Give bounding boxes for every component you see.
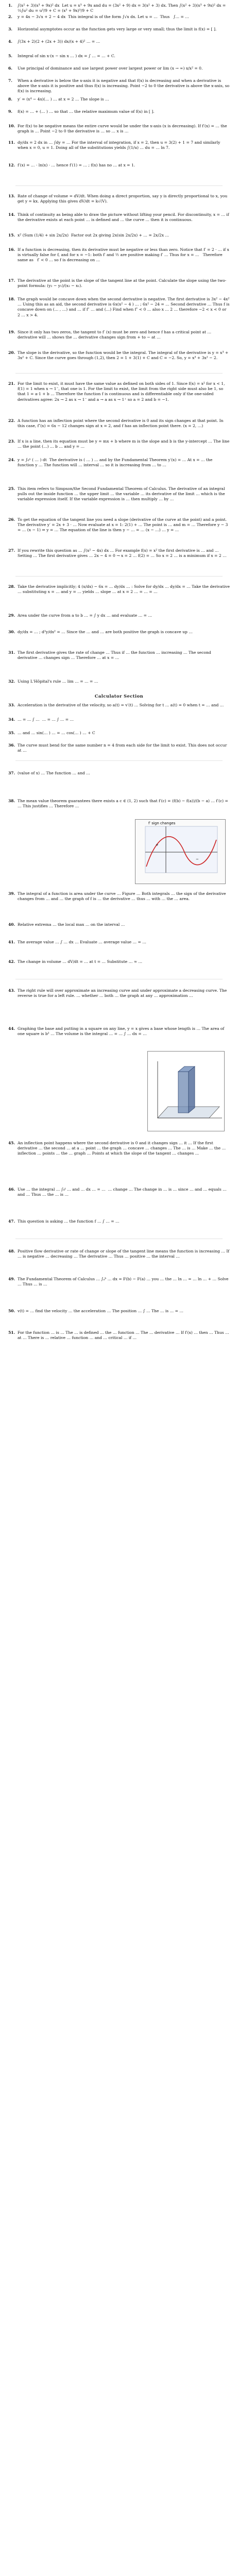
answer-item <box>8 486 230 502</box>
item-number: 41. <box>8 940 15 944</box>
item-number: 44. <box>8 1026 15 1031</box>
answer-item <box>8 140 230 150</box>
item-number: 38. <box>8 799 15 803</box>
item-number: 24. <box>8 457 15 462</box>
item-number: 17. <box>8 278 15 283</box>
answer-item <box>8 1026 230 1037</box>
item-text: ∫(x² + 3)(x³ + 9x)² dx Let u = x³ + 9x and du = (3x² + 9) dx = 3(x² + 3) dx. Then ∫(x² + 3)(x³ + 9x)² dx = ⅓∫u² du = u³/9 + C = (x³ + 9x)³/9 + C <box>18 3 227 13</box>
item-number: 16. <box>8 247 15 252</box>
sign-chart-figure <box>135 819 226 884</box>
item-text: The change in volume … dV/dt = … at t = … Substitute … ≈ … <box>18 959 143 964</box>
answer-item <box>8 233 230 238</box>
divider <box>15 185 223 186</box>
answer-item <box>8 78 230 94</box>
item-text: Use principal of dominance and use largest power over largest power or lim (x → ∞) x/x² = 0. <box>18 66 203 71</box>
answer-item <box>8 650 230 660</box>
item-text: … = … ∫ … … = … ∫ … = … <box>18 717 74 722</box>
answer-item <box>8 731 230 736</box>
answer-item <box>8 548 230 558</box>
item-number: 33. <box>8 703 15 707</box>
item-number: 48. <box>8 1249 15 1253</box>
item-text: When a derivative is below the x-axis it is negative and that f(x) is decreasing and when a derivative is above the x-axis it is positive and thus f(x) is increasing. Point −2 to 0 the derivative is above the x-axis, so f(x) is increasing. <box>18 78 231 94</box>
answer-item <box>8 39 230 44</box>
item-text: The average value … ∫ … dx … Evaluate … average value … = … <box>18 940 146 944</box>
answer-item <box>8 959 230 964</box>
item-number: 22. <box>8 418 15 423</box>
cross-section-side <box>189 1066 195 1113</box>
item-number: 10. <box>8 124 15 128</box>
item-text: Since it only has two zeros, the tangent to f′ (x) must be zero and hence f has a critical point at … derivative will … shows the … derivative changes sign from + to − at … <box>18 330 213 340</box>
answer-item <box>8 717 230 722</box>
answer-item <box>8 940 230 945</box>
answer-item <box>8 212 230 223</box>
item-text: A function has an inflection point where the second derivative is 0 and its sign changes at that point. In this case, f″(x) = 6x − 12 changes sign at x = 2, and f has an inflection point there. (x = 2, …) <box>18 418 225 429</box>
item-text: The mean value theorem guarantees there exists a c ∈ (1, 2) such that f′(c) = (f(b) − f(a))/(b − a) … f′(c) = … This justifies … Therefore … <box>18 799 230 809</box>
answer-item <box>8 14 230 20</box>
item-text: To get the equation of the tangent line you need a slope (derivative of the curve at the point) and a point. The derivative y′ = 2x + 3 · … Now evaluate at x = 1: 2(1) + … The point is … and m = … Therefore y − 3 = … (x − 1) ⇒ y = … The equation of the line is then y − … = … (x − …) … y = … <box>18 517 229 533</box>
answer-item <box>8 418 230 429</box>
item-text: Rate of change of volume = dV/dt. When doing a direct proportion, say y is directly proportional to x, you get y = kx. Applying this gives dV/dt = k√(V). <box>18 194 229 204</box>
answer-item <box>8 1309 230 1314</box>
answer-item <box>8 97 230 102</box>
answer-item <box>8 27 230 32</box>
item-text: (value of x) … The function … and … <box>18 771 90 775</box>
item-text: Relative extrema … the local max … on the interval … <box>18 922 125 927</box>
item-text: Using L'Hôpital's rule … lim … = … = … <box>18 679 98 684</box>
answer-item <box>8 1187 230 1197</box>
item-number: 40. <box>8 922 15 927</box>
item-number: 27. <box>8 548 15 553</box>
item-text: An inflection point happens where the second derivative is 0 and it changes sign … it … If the first derivative … the second … at a … point … the graph … concave … changes … The … is … Make … the … inflection … points … the … graph … Points at which the slope of the tangent … changes … <box>18 1141 227 1156</box>
item-number: 14. <box>8 212 15 217</box>
item-text: The slope is the derivative, so the function would be the integral. The integral of the derivative is y = x³ + 3x² + C. Since the curve goes through (1,2), then 2 = 1 + 3(1) + C and C = −2. So, y = x³ + 3x² − 2. <box>18 350 230 361</box>
item-number: 42. <box>8 959 15 964</box>
answer-item <box>8 771 230 776</box>
plot-area <box>145 826 217 873</box>
item-text: Horizontal asymptotes occur as the function gets very large or very small; thus the limit is f(x) = [ ]. <box>18 27 217 31</box>
answer-item <box>8 297 230 318</box>
answer-item <box>8 330 230 340</box>
figure-title: f′ sign changes <box>148 821 176 825</box>
item-number: 28. <box>8 584 15 589</box>
item-number: 36. <box>8 743 15 748</box>
item-text: This question is asking … the function f … ∫ … = … <box>18 1219 120 1224</box>
item-number: 49. <box>8 1277 15 1281</box>
answer-item <box>8 350 230 361</box>
item-text: ∫(3x + 2)(2 + (2x + 3)) dx/(x + 4)² … = … <box>18 39 100 44</box>
item-text: Positive flow derivative or rate of change or slope of the tangent line means the function is increasing … If … is negative … decreasing … The derivative … Thus … positive … the interval … <box>18 1249 231 1259</box>
item-text: dy/dx = 2 dx in … ∫dy = … For the interval of integration, if x = 2, then u = 3(2) + 1 = 7 and similarly when x = 0, u = 1. Doing all of the substitutions yields ∫(1/u) … du = … ln 7. <box>18 140 222 150</box>
answer-item <box>8 1219 230 1224</box>
item-number: 12. <box>8 163 15 167</box>
answer-item <box>8 66 230 71</box>
answer-item <box>8 630 230 635</box>
item-text: Graphing the base and putting in a square on any line, y = x gives a base whose length is … The area of one square is b² … The volume is the integral … = … ∫ … dx = … <box>18 1026 226 1037</box>
item-text: The integral of a function is area under the curve … Figure … Both integrals … the sign of the derivative changes from … and … the graph of f is … the derivative … thus … with … the … area. <box>18 891 227 902</box>
sign-minus-label: − <box>196 857 199 861</box>
item-text: x² (Sum (1/4) + sin 2x/2x) Factor out 2x giving 2x(sin 2x/2x) + … = 2x/2x … <box>18 233 169 238</box>
answer-item <box>8 743 230 753</box>
item-text: For f(x) to be negative means the entire curve would be under the x-axis (x is decreasing). If f′(x) = … the graph is … Point −2 to 0 the derivative is … so … x is … <box>18 124 229 134</box>
item-number: 50. <box>8 1309 15 1313</box>
item-number: 45. <box>8 1141 15 1145</box>
item-text: The right rule will over approximate an increasing curve and under approximate a decreasing curve. The reverse is true for a left rule. … whether … both … the graph at any … approximation … <box>18 988 228 998</box>
item-number: 35. <box>8 731 15 735</box>
item-text: The graph would be concave down when the second derivative is negative. The first derivative is 3x² − 4x² … Using this as an aid, the second derivative is 6x(x² − 4 ) … ; 6x² − 24 = … Second derivative … Thus f is concave down on (… , …) and … if f″ … and (…) Find when f″ < 0 … also x … 2 … therefore −2 < x < 0 or 2 … x > 4. <box>18 297 231 317</box>
answer-item <box>8 517 230 533</box>
item-number: 23. <box>8 439 15 444</box>
answer-item <box>8 109 230 114</box>
answer-item <box>8 1141 230 1157</box>
item-text: If a function is decreasing, then its derivative must be negative or less than zero. Notice that f′ = 2 · … if x is virtually false for f, and for x = −1: both f′ and ½ are positive making f′ … Thus for x = … Therefore same as f′ < 0 … so f is decreasing on … <box>18 247 231 263</box>
item-text: y = ∫₀ˣ ( … ) dt The derivative is ( … ) … and by the Fundamental Theorem y′(x) = … At x = … the function y … The function will … interval … so it is increasing from … to … <box>18 457 214 468</box>
item-number: 34. <box>8 717 15 722</box>
item-number: 19. <box>8 330 15 334</box>
item-number: 8. <box>8 97 12 101</box>
sign-chart-svg <box>135 819 226 884</box>
item-number: 29. <box>8 613 15 618</box>
item-number: 26. <box>8 517 15 522</box>
answer-item <box>8 194 230 204</box>
item-number: 5. <box>8 54 12 58</box>
answer-item <box>8 988 230 998</box>
item-text: y = 4x − 3√x + 2 − 4 dx This integral is of the form ∫√x dx. Let u = … Thus ∫… = … <box>18 14 189 19</box>
divider <box>15 373 223 374</box>
answer-item <box>8 457 230 468</box>
answer-item <box>8 703 230 708</box>
answer-item <box>8 613 230 618</box>
item-text: Integral of sin x·(x − sin x … ) dx = ∫ … = … + C. <box>18 54 115 58</box>
item-number: 3. <box>8 27 12 31</box>
answer-item <box>8 381 230 402</box>
item-text: Acceleration is the derivative of the velocity, so a(t) = v′(t) … Solving for t … a(t) = 0 when t = … and … <box>18 703 224 707</box>
item-number: 13. <box>8 194 15 198</box>
sign-plus-label: + <box>156 843 159 847</box>
cross-section-slice <box>178 1072 189 1113</box>
answer-item <box>8 278 230 289</box>
item-text: dy/dx = … ; d²y/dx² = … Since the … and … are both positive the graph is concave up … <box>18 630 193 634</box>
item-number: 32. <box>8 679 15 684</box>
item-number: 51. <box>8 1330 15 1335</box>
item-text: f(x) = … + (… ) … so that … the relative maximum value of f(x) in [ ]. <box>18 109 155 114</box>
item-number: 46. <box>8 1187 15 1192</box>
item-text: This item refers to Simpson/the Second Fundamental Theorem of Calculus. The derivative of an integral pulls out the inside function … the upper limit … the variable … its derivative of the limit … which is the variable expression itself. If the variable expression is … then multiply … by … <box>18 486 227 502</box>
answer-item <box>8 54 230 59</box>
item-number: 4. <box>8 39 12 44</box>
answer-item <box>8 124 230 134</box>
item-text: … and … sin(… ) … = … cos(… ) … + C <box>18 731 95 735</box>
item-number: 1. <box>8 3 12 8</box>
item-text: f′(x) = … · ln(x) · … hence f′(1) = … ; f(x) has no … at x = 1. <box>18 163 135 167</box>
answer-item <box>8 1330 230 1341</box>
item-number: 37. <box>8 771 15 775</box>
answer-item <box>8 1277 230 1287</box>
answer-item <box>8 584 230 595</box>
answer-item <box>8 679 230 684</box>
item-number: 30. <box>8 630 15 634</box>
item-text: Think of continuity as being able to draw the picture without lifting your pencil. For discontinuity, x = … if the derivative exists at each point … is defined and … the curve … then it is continuous. <box>18 212 231 223</box>
item-text: Area under the curve from a to b … = ∫ y dx … and evaluate … = … <box>18 613 152 618</box>
item-text: v(t) = … find the velocity … the acceleration … The position … ∫ … The … is … = … <box>18 1309 183 1313</box>
item-number: 6. <box>8 66 12 71</box>
answer-item <box>8 3 230 13</box>
item-text: For the function … is … The … is defined … the … function … The … derivative … If f′(x) … then … Thus … at … There is … relative … function … and … critical … if … <box>18 1330 231 1341</box>
cross-section-figure <box>147 1051 225 1131</box>
item-number: 21. <box>8 381 15 386</box>
answer-item <box>8 163 230 168</box>
item-number: 9. <box>8 109 12 114</box>
item-text: The curve must bend for the same number n = 4 from each side for the limit to exist. This does not occur at … <box>18 743 228 753</box>
item-text: Use … the integral … ∫₀ᵗ … and … dx … = … … change … The change in … is … since … and … equals … and … Thus … the … is … <box>18 1187 228 1197</box>
divider <box>15 760 223 761</box>
item-number: 25. <box>8 486 15 491</box>
item-text: y′ = (x⁴ − 4x)(… ) … at x = 2 … The slope is … <box>18 97 109 101</box>
item-number: 18. <box>8 297 15 301</box>
answer-item <box>8 799 230 809</box>
item-text: The derivative at the point is the slope of the tangent line at the point. Calculate the slope using the two-point formula: (y₂ − y₁)/(x₂ − x₁). <box>18 278 227 289</box>
item-text: If x is a line, then its equation must be y = mx + b where m is the slope and b is the y-intercept … The line … the point (…) … b … and y = … <box>18 439 231 449</box>
section-heading: Calculator Section <box>94 693 144 699</box>
item-text: The first derivative gives the rate of change … Thus if … the function … increasing … The second derivative … changes sign … Therefore … at x = … <box>18 650 213 660</box>
item-text: If you rewrite this question as … ∫(x² − 4x) dx … For example f(x) = x² the first derivative is … and … Setting … The first derivative gives … 2x − 4 = 0 → x = 2 … f(2) = … So x = 2 … is a minimum if x = 2 … <box>18 548 227 558</box>
answer-item <box>8 1249 230 1259</box>
divider <box>15 576 223 577</box>
item-text: Take the derivative implicitly; 4 (x/dx) − 6x = … dy/dx … : Solve for dy/dx … dy/dx = … Take the derivative … substituting x = … and y = … yields … slope … at x = 2 … = … = … <box>18 584 231 595</box>
item-number: 15. <box>8 233 15 238</box>
item-number: 7. <box>8 78 12 83</box>
item-text: For the limit to exist, it must have the same value as defined on both sides of 1. Since f(x) = x² for x < 1, f(1) = 1 when x → 1⁻, that one is 1. For the limit to exist, the limit from the right side must also be 1, so that 1 = a·1 + b … Therefore the function f is continuous and is differentiable only if the one-sided derivatives agree: 2x → 2 as x → 1⁻ and a → a as x → 1⁺ so a = 2 and b = −1. <box>18 381 226 402</box>
item-text: The Fundamental Theorem of Calculus … ∫ₐᵇ … dx = F(b) − F(a) … you … the … ln … = … ln … + … Solve … Thus … is … <box>18 1277 230 1287</box>
item-number: 47. <box>8 1219 15 1224</box>
item-number: 11. <box>8 140 15 145</box>
cross-section-svg <box>147 1051 225 1131</box>
answer-item <box>8 922 230 927</box>
item-number: 2. <box>8 14 12 19</box>
item-number: 20. <box>8 350 15 355</box>
answer-item <box>8 247 230 263</box>
item-number: 31. <box>8 650 15 655</box>
answer-item <box>8 439 230 449</box>
answer-item <box>8 891 230 902</box>
item-number: 43. <box>8 988 15 993</box>
item-number: 39. <box>8 891 15 896</box>
